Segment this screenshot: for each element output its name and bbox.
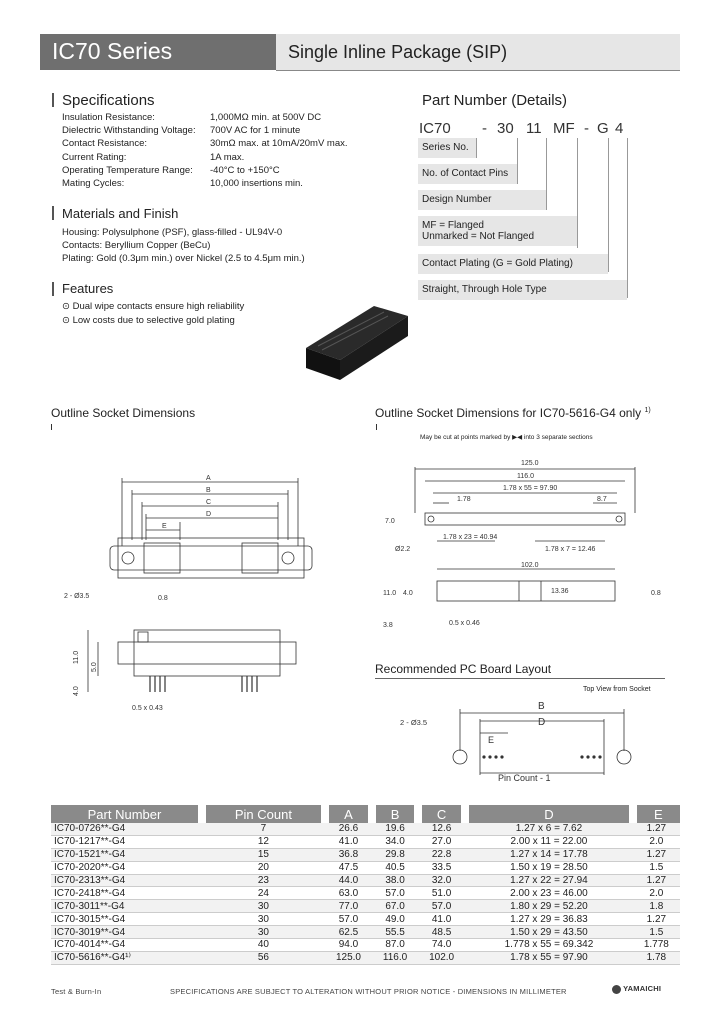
table-row (51, 848, 680, 861)
dim-23: 1.78 x 23 = 40.94 (443, 534, 498, 541)
dim-08: 0.8 (651, 590, 661, 597)
table-cell: 41.0 (418, 913, 465, 926)
socket-body-top (118, 538, 304, 578)
series-no-box: Series No. (418, 138, 476, 158)
table-cell: IC70-1521**-G4 (51, 848, 202, 861)
dim-116: 116.0 (517, 473, 534, 480)
table-cell: IC70-3019**-G4 (51, 926, 202, 939)
pcb-pin-count: Pin Count - 1 (498, 773, 551, 783)
table-cell: 57.0 (418, 900, 465, 913)
outline-5616-drawing (375, 445, 675, 645)
table-cell: 1.27 (633, 913, 680, 926)
table-cell: 1.27 (633, 874, 680, 887)
table-cell: IC70-3011**-G4 (51, 900, 202, 913)
table-cell: 1.27 (633, 823, 680, 835)
spec-label: Operating Temperature Range: (62, 164, 193, 176)
table-cell: IC70-4014**-G4 (51, 939, 202, 952)
table-body (51, 823, 680, 964)
table-cell: 1.80 x 29 = 52.20 (465, 900, 632, 913)
dim-125: 125.0 (521, 460, 539, 467)
table-cell: 94.0 (325, 939, 372, 952)
table-row (51, 939, 680, 952)
spec-row (62, 138, 348, 149)
dim-7pitch: 1.78 x 7 = 12.46 (545, 546, 596, 553)
table-cell: 15 (202, 848, 325, 861)
table-cell: 30 (202, 926, 325, 939)
table-cell: 34.0 (372, 835, 418, 848)
table-cell: IC70-2313**-G4 (51, 874, 202, 887)
code-series: IC70 (419, 120, 451, 137)
mount-hole (282, 552, 294, 564)
spec-row (62, 152, 244, 163)
code-type: 4 (615, 120, 624, 137)
dim-pitch: 1.78 x 55 = 97.90 (503, 485, 558, 492)
table-cell: 12 (202, 835, 325, 848)
table-cell: 1.50 x 19 = 28.50 (465, 861, 632, 874)
table-cell: 57.0 (372, 887, 418, 900)
table-row (51, 887, 680, 900)
spec-value: 1A max. (210, 151, 245, 163)
table-cell: 62.5 (325, 926, 372, 939)
contact-block (242, 543, 278, 573)
footer-category: Test & Burn-In (51, 987, 102, 996)
materials-housing: Housing: Polysulphone (PSF), glass-filled - UL94V-0 (62, 227, 283, 238)
table-cell: 116.0 (372, 951, 418, 964)
connector-line (608, 138, 609, 272)
section-marker (52, 282, 54, 296)
tick-mark (376, 424, 377, 430)
spec-row (62, 125, 300, 136)
table-cell: 44.0 (325, 874, 372, 887)
dim-11: 11.0 (73, 650, 80, 664)
dimensions-table (51, 805, 680, 965)
table-cell: 56 (202, 951, 325, 964)
dim-pin: 0.5 x 0.43 (132, 705, 163, 712)
outline-drawing (60, 470, 330, 720)
pcb-dim-b: B (538, 701, 545, 712)
table-row (51, 874, 680, 887)
table-cell: 2.00 x 23 = 46.00 (465, 887, 632, 900)
materials-plating: Plating: Gold (0.3μm min.) over Nickel (2.5 to 4.5μm min.) (62, 253, 305, 264)
dim-4: 4.0 (403, 590, 413, 597)
table-cell: 2.0 (633, 887, 680, 900)
table-cell: 1.778 (633, 939, 680, 952)
package-title: Single Inline Package (SIP) (288, 42, 508, 62)
pcb-view-label: Top View from Socket (583, 686, 651, 693)
table-cell: 87.0 (372, 939, 418, 952)
dim-08: 0.8 (158, 595, 168, 602)
outline-5616-title: Outline Socket Dimensions for IC70-5616-G4 only $^{1)}$ (375, 406, 651, 420)
table-cell: 2.00 x 11 = 22.00 (465, 835, 632, 848)
table-cell: IC70-0726**-G4 (51, 823, 202, 835)
table-cell: 23 (202, 874, 325, 887)
flange-box: MF = Flanged Unmarked = Not Flanged (418, 216, 577, 246)
table-cell: 1.78 (633, 951, 680, 964)
dim-e: E (162, 523, 167, 530)
pcb-layout-drawing (380, 695, 670, 795)
dim-102: 102.0 (521, 562, 539, 569)
table-cell: 38.0 (372, 874, 418, 887)
materials-heading: Materials and Finish (62, 206, 179, 221)
table-cell: 2.0 (633, 835, 680, 848)
dim-c: C (206, 499, 212, 506)
table-row (51, 951, 680, 964)
dim-d: D (206, 511, 212, 518)
table-cell: 22.8 (418, 848, 465, 861)
table-cell: 1.5 (633, 861, 680, 874)
package-title-bar (276, 34, 680, 70)
code-design: 11 (526, 120, 542, 137)
spec-label: Current Rating: (62, 151, 127, 163)
table-header-row (51, 805, 680, 823)
column-header: C (418, 805, 465, 823)
table-cell: 1.50 x 29 = 43.50 (465, 926, 632, 939)
table-cell: IC70-2418**-G4 (51, 887, 202, 900)
spec-row (62, 178, 303, 189)
pins-box: No. of Contact Pins (418, 164, 517, 184)
socket-side-flange (118, 642, 296, 664)
spec-row (62, 112, 321, 123)
design-box: Design Number (418, 190, 546, 210)
contact-block (144, 543, 180, 573)
table-row (51, 861, 680, 874)
table-cell: 33.5 (418, 861, 465, 874)
table-row (51, 900, 680, 913)
spec-value: 700V AC for 1 minute (210, 125, 301, 137)
pcb-dim-d: D (538, 717, 546, 728)
table-cell: 1.5 (633, 926, 680, 939)
table-cell: 30 (202, 913, 325, 926)
table-cell: IC70-2020**-G4 (51, 861, 202, 874)
pcb-hole (453, 750, 467, 764)
series-title: IC70 Series (52, 38, 173, 64)
footer-notice: SPECIFICATIONS ARE SUBJECT TO ALTERATION WITHOUT PRIOR NOTICE - DIMENSIONS IN MILLIMETER (170, 987, 567, 996)
table-cell: 40 (202, 939, 325, 952)
table-cell: 1.27 (633, 848, 680, 861)
table-cell: 29.8 (372, 848, 418, 861)
dim-5: 5.0 (91, 662, 98, 672)
feature-item: ⊙ Low costs due to selective gold plating (62, 315, 235, 326)
table-cell: 47.5 (325, 861, 372, 874)
connector-line (517, 138, 518, 184)
code-dash: - (584, 120, 589, 137)
table-cell: 40.5 (372, 861, 418, 874)
spec-value: 30mΩ max. at 10mA/20mV max. (210, 138, 348, 150)
table-cell: 1.778 x 55 = 69.342 (465, 939, 632, 952)
dim-1336: 13.36 (551, 588, 569, 595)
spec-row (62, 165, 280, 176)
pcb-dim-hole: 2 - Ø3.5 (400, 718, 428, 727)
table-row (51, 926, 680, 939)
plating-box: Contact Plating (G = Gold Plating) (418, 254, 608, 274)
dim-178: 1.78 (457, 496, 471, 503)
features-heading: Features (62, 281, 114, 296)
table-cell: 1.27 x 14 = 17.78 (465, 848, 632, 861)
socket-photo (296, 288, 416, 388)
column-header: D (465, 805, 632, 823)
table-cell: 7 (202, 823, 325, 835)
materials-contacts: Contacts: Beryllium Copper (BeCu) (62, 240, 211, 251)
table-cell: 32.0 (418, 874, 465, 887)
cut-note: May be cut at points marked by ▶◀ into 3 separate sections (420, 434, 593, 441)
logo-icon (612, 985, 621, 994)
table-cell: 102.0 (418, 951, 465, 964)
long-socket-side (437, 581, 615, 601)
dim-pin: 0.5 x 0.46 (449, 620, 480, 627)
table-row (51, 823, 680, 835)
tick-mark (51, 424, 52, 430)
column-header: E (633, 805, 680, 823)
spec-label: Dielectric Withstanding Voltage: (62, 125, 196, 137)
mount-hole (122, 552, 134, 564)
table-cell: 67.0 (372, 900, 418, 913)
table-cell: 125.0 (325, 951, 372, 964)
table-cell: 57.0 (325, 913, 372, 926)
pcb-title: Recommended PC Board Layout (375, 662, 552, 676)
spec-value: -40°C to +150°C (210, 164, 280, 176)
dim-hole: 2 - Ø3.5 (64, 593, 90, 600)
code-flange: MF (553, 120, 575, 137)
table-cell: 20 (202, 861, 325, 874)
code-plating: G (597, 120, 609, 137)
column-header: A (325, 805, 372, 823)
pcb-dim-e: E (488, 735, 495, 745)
table-cell: 1.27 x 29 = 36.83 (465, 913, 632, 926)
table-cell: 26.6 (325, 823, 372, 835)
long-socket-body (425, 513, 625, 525)
table-cell: 19.6 (372, 823, 418, 835)
column-header: Part Number (51, 805, 202, 823)
type-box: Straight, Through Hole Type (418, 280, 627, 300)
table-cell: 74.0 (418, 939, 465, 952)
dim-87: 8.7 (597, 496, 607, 503)
column-header: B (372, 805, 418, 823)
socket-side-body (134, 630, 280, 676)
table-cell: IC70-3015**-G4 (51, 913, 202, 926)
dim-hole-22: Ø2.2 (395, 546, 411, 553)
bullet-icon: ⊙ (62, 301, 73, 312)
table-cell: 48.5 (418, 926, 465, 939)
column-header: Pin Count (202, 805, 325, 823)
table-cell: 24 (202, 887, 325, 900)
table-cell: 36.8 (325, 848, 372, 861)
dim-b: B (206, 487, 211, 494)
table-cell: 49.0 (372, 913, 418, 926)
spec-label: Contact Resistance: (62, 138, 148, 150)
dim-4: 4.0 (73, 686, 80, 696)
code-pins: 30 (497, 120, 514, 137)
table-cell: 30 (202, 900, 325, 913)
feature-item: ⊙ Dual wipe contacts ensure high reliability (62, 301, 245, 312)
dim-a: A (206, 475, 211, 482)
connector-line (546, 138, 547, 210)
table-cell: IC70-5616**-G4¹⁾ (51, 951, 202, 964)
table-cell: 63.0 (325, 887, 372, 900)
pcb-hole (617, 750, 631, 764)
table-row (51, 835, 680, 848)
section-marker (52, 206, 54, 220)
table-cell: 1.8 (633, 900, 680, 913)
dim-11: 11.0 (383, 590, 397, 597)
connector-line (577, 138, 578, 248)
part-number-heading: Part Number (Details) (422, 92, 568, 109)
table-cell: 1.27 x 22 = 27.94 (465, 874, 632, 887)
bullet-icon: ⊙ (62, 315, 73, 326)
section-marker (52, 93, 54, 107)
table-cell: 27.0 (418, 835, 465, 848)
table-cell: 41.0 (325, 835, 372, 848)
header-divider (276, 70, 680, 71)
pcb-underline (375, 678, 665, 679)
table-cell: 55.5 (372, 926, 418, 939)
spec-value: 10,000 insertions min. (210, 178, 303, 189)
table-cell: 12.6 (418, 823, 465, 835)
dim-38: 3.8 (383, 622, 393, 629)
table-row (51, 913, 680, 926)
spec-value: 1,000MΩ min. at 500V DC (210, 112, 322, 123)
series-title-bar (40, 34, 276, 70)
table-cell: 1.27 x 6 = 7.62 (465, 823, 632, 835)
outline-title: Outline Socket Dimensions (51, 406, 196, 420)
table-cell: 51.0 (418, 887, 465, 900)
specifications-heading: Specifications (62, 92, 155, 109)
code-dash: - (482, 120, 487, 137)
table-cell: 1.78 x 55 = 97.90 (465, 951, 632, 964)
connector-line (627, 138, 628, 298)
table-cell: IC70-1217**-G4 (51, 835, 202, 848)
yamaichi-logo: YAMAICHI (612, 984, 661, 994)
spec-label: Insulation Resistance: (62, 112, 155, 123)
connector-line (476, 138, 477, 158)
dim-7: 7.0 (385, 518, 395, 525)
spec-label: Mating Cycles: (62, 178, 125, 189)
table-cell: 77.0 (325, 900, 372, 913)
